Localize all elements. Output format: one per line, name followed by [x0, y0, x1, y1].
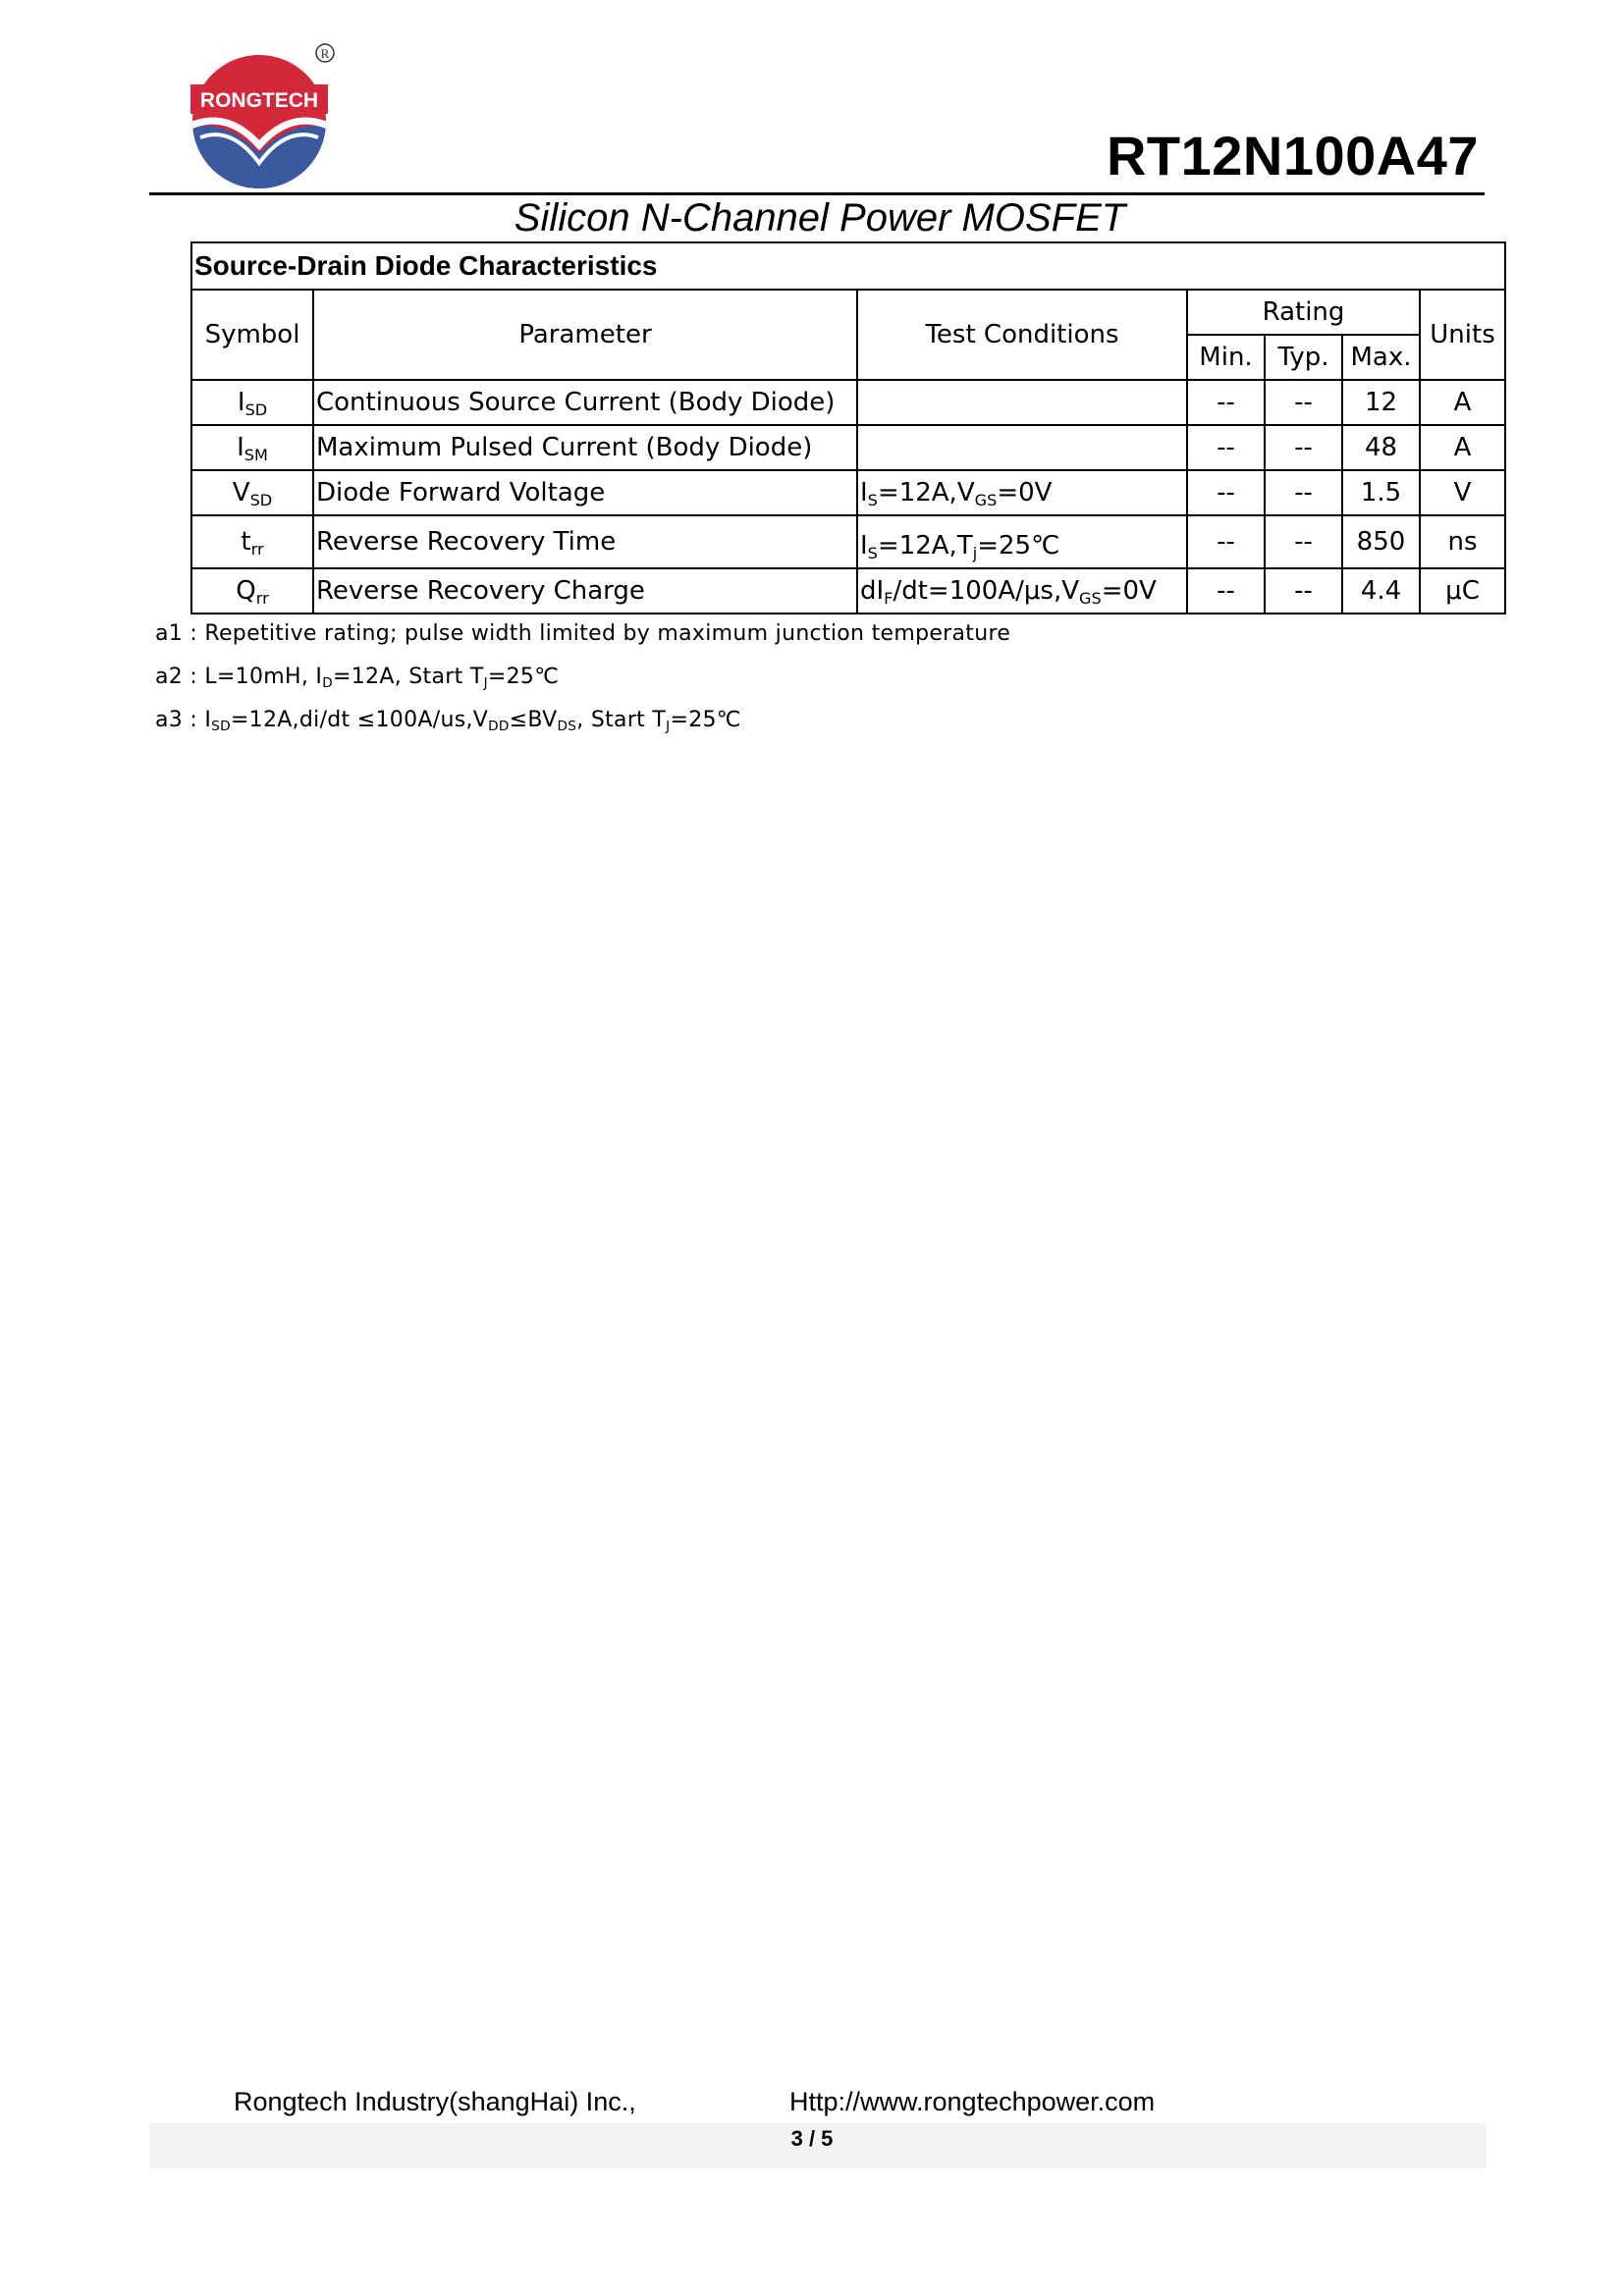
- header-symbol: Symbol: [191, 290, 313, 380]
- conditions-cell: $I_S=12A,T_j=25℃$: [857, 515, 1187, 568]
- header-rating: Rating: [1187, 290, 1420, 335]
- parameter-cell: Reverse Recovery Charge: [313, 568, 857, 614]
- footnotes: [155, 613, 1010, 742]
- section-title: Source-Drain Diode Characteristics: [191, 242, 1505, 290]
- symbol-cell: $I_{SM}$: [191, 425, 313, 470]
- unit-cell: μC: [1420, 568, 1505, 614]
- max-cell: 1.5: [1342, 470, 1420, 515]
- document-subtitle: Silicon N-Channel Power MOSFET: [514, 196, 1126, 240]
- header-parameter: Parameter: [313, 290, 857, 380]
- typ-cell: --: [1265, 470, 1342, 515]
- min-cell: --: [1187, 380, 1265, 425]
- typ-cell: --: [1265, 568, 1342, 614]
- table-row: [191, 568, 1505, 614]
- part-number: RT12N100A47: [1106, 125, 1479, 187]
- logo-text: RONGTECH: [199, 89, 319, 112]
- max-cell: 850: [1342, 515, 1420, 568]
- conditions-cell: $dI_F/dt=100A/\mu s,V_{GS}=0V$: [857, 568, 1187, 614]
- unit-cell: A: [1420, 425, 1505, 470]
- table-row: [191, 425, 1505, 470]
- symbol-cell: $I_{SD}$: [191, 380, 313, 425]
- note-a1: a1 : Repetitive rating; pulse width limited by maximum junction temperature: [155, 621, 1011, 646]
- unit-cell: ns: [1420, 515, 1505, 568]
- conditions-cell: [857, 425, 1187, 470]
- note-a3: a3 : $I_{SD}=12A,di/dt \le 100A/us,V_{DD}\le BV_{DS}$, Start $T_J=25℃$: [155, 708, 741, 735]
- max-cell: 48: [1342, 425, 1420, 470]
- typ-cell: --: [1265, 380, 1342, 425]
- parameter-cell: Maximum Pulsed Current (Body Diode): [313, 425, 857, 470]
- rongtech-logo: [183, 43, 338, 190]
- footer-company: Rongtech Industry(shangHai) Inc.,: [234, 2087, 636, 2116]
- min-cell: --: [1187, 470, 1265, 515]
- symbol-cell: $V_{SD}$: [191, 470, 313, 515]
- footer-url[interactable]: Http://www.rongtechpower.com: [789, 2087, 1156, 2116]
- max-cell: 4.4: [1342, 568, 1420, 614]
- min-cell: --: [1187, 425, 1265, 470]
- conditions-cell: $I_S=12A,V_{GS}=0V$: [857, 470, 1187, 515]
- registered-mark: R: [320, 46, 330, 61]
- table-row: [191, 380, 1505, 425]
- symbol-cell: $t_{rr}$: [191, 515, 313, 568]
- typ-cell: --: [1265, 515, 1342, 568]
- parameter-cell: Continuous Source Current (Body Diode): [313, 380, 857, 425]
- symbol-cell: $Q_{rr}$: [191, 568, 313, 614]
- header-max: Max.: [1342, 335, 1420, 380]
- note-a2: a2 : L=10mH, $I_D=12A$, Start $T_J=25℃$: [155, 665, 560, 692]
- header-min: Min.: [1187, 335, 1265, 380]
- min-cell: --: [1187, 515, 1265, 568]
- parameter-cell: Reverse Recovery Time: [313, 515, 857, 568]
- unit-cell: V: [1420, 470, 1505, 515]
- header-test-conditions: Test Conditions: [857, 290, 1187, 380]
- unit-cell: A: [1420, 380, 1505, 425]
- parameter-cell: Diode Forward Voltage: [313, 470, 857, 515]
- typ-cell: --: [1265, 425, 1342, 470]
- page-number: 3 / 5: [790, 2126, 834, 2151]
- min-cell: --: [1187, 568, 1265, 614]
- table-row: [191, 470, 1505, 515]
- header-typ: Typ.: [1265, 335, 1342, 380]
- diode-characteristics-table: [190, 241, 1506, 614]
- conditions-cell: [857, 380, 1187, 425]
- header-units: Units: [1420, 290, 1505, 380]
- table-row: [191, 515, 1505, 568]
- max-cell: 12: [1342, 380, 1420, 425]
- header-divider: [149, 192, 1485, 195]
